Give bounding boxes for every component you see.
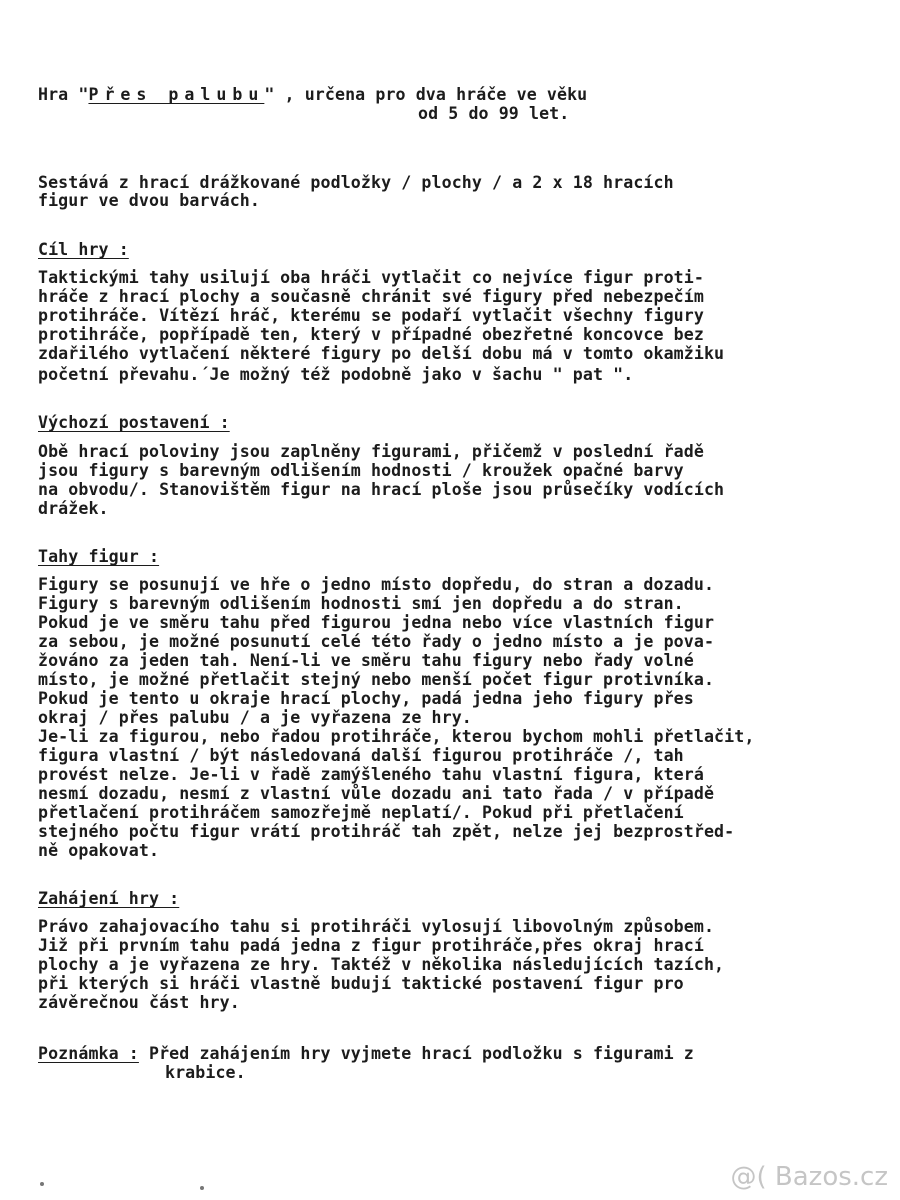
paragraph-line: Již při prvním tahu padá jedna z figur protihráče,přes okraj hrací bbox=[38, 936, 704, 955]
section-heading-zahajeni: Zahájení hry : bbox=[38, 889, 180, 908]
note-line bbox=[38, 1045, 694, 1063]
title-suffix: " , určena pro dva hráče ve věku bbox=[264, 85, 588, 104]
paragraph-line: jsou figury s barevným odlišením hodnosti / kroužek opačné barvy bbox=[38, 461, 684, 480]
paragraph-line: zdařilého vytlačení některé figury po delší dobu má v tomto okamžiku bbox=[38, 344, 725, 363]
paragraph-line: na obvodu/. Stanovištěm figur na hrací ploše jsou průsečíky vodících bbox=[38, 480, 725, 499]
paragraph-line: Právo zahajovacího tahu si protihráči vylosují libovolným způsobem. bbox=[38, 917, 715, 936]
paragraph-line: plochy a je vyřazena ze hry. Taktéž v několika následujících tazích, bbox=[38, 955, 725, 974]
scan-speck bbox=[40, 1182, 44, 1186]
paragraph-line: nesmí dozadu, nesmí z vlastní vůle dozadu ani tato řada / v případě bbox=[38, 784, 715, 803]
paragraph-line: za sebou, je možné posunutí celé této řady o jedno místo a je pova- bbox=[38, 632, 715, 651]
paragraph-line: Je-li za figurou, nebo řadou protihráče, kterou bychom mohli přetlačit, bbox=[38, 727, 755, 746]
section-heading-cil: Cíl hry : bbox=[38, 240, 129, 259]
paragraph-line: figura vlastní / být následovaná další figurou protihráče /, tah bbox=[38, 746, 684, 765]
watermark-logo: @( Bazos.cz bbox=[730, 1162, 888, 1192]
section-heading-poznamka: Poznámka : bbox=[38, 1044, 139, 1063]
paragraph-line: žováno za jeden tah. Není-li ve směru tahu figury nebo řady volné bbox=[38, 651, 694, 670]
intro-line: figur ve dvou barvách. bbox=[38, 191, 260, 210]
section-heading-vychozi: Výchozí postavení : bbox=[38, 413, 230, 432]
paragraph-line: protihráče. Vítězí hráč, kterému se podaří vytlačit všechny figury bbox=[38, 306, 704, 325]
title-prefix: Hra " bbox=[38, 85, 89, 104]
paragraph-line: ně opakovat. bbox=[38, 841, 160, 860]
age-line: od 5 do 99 let. bbox=[418, 104, 570, 123]
paragraph-line: hráče z hrací plochy a současně chránit své figury před nebezpečím bbox=[38, 287, 704, 306]
paragraph-line: stejného počtu figur vrátí protihráč tah zpět, nelze jej bezprostřed- bbox=[38, 822, 735, 841]
paragraph-line: Figury se posunují ve hře o jedno místo dopředu, do stran a dozadu. bbox=[38, 575, 715, 594]
title-line bbox=[38, 86, 587, 104]
paragraph-line: krabice. bbox=[165, 1063, 246, 1082]
paragraph-line: protihráče, popřípadě ten, který v případné obezřetné koncovce bez bbox=[38, 325, 704, 344]
paragraph-line: okraj / přes palubu / a je vyřazena ze hry. bbox=[38, 708, 472, 727]
note-text: Před zahájením hry vyjmete hrací podložku s figurami z bbox=[138, 1044, 694, 1063]
paragraph-line: přetlačení protihráčem samozřejmě neplatí/. Pokud při přetlačení bbox=[38, 803, 684, 822]
paragraph-line: závěrečnou část hry. bbox=[38, 993, 240, 1012]
section-heading-tahy: Tahy figur : bbox=[38, 547, 160, 566]
paragraph-line: místo, je možné přetlačit stejný nebo menší počet figur protivníka. bbox=[38, 670, 715, 689]
paragraph-line: početní převahu.´Je možný též podobně jako v šachu " pat ". bbox=[38, 365, 634, 384]
paragraph-line: Obě hrací poloviny jsou zaplněny figurami, přičemž v poslední řadě bbox=[38, 442, 704, 461]
paragraph-line: provést nelze. Je-li v řadě zamýšleného tahu vlastní figura, která bbox=[38, 765, 704, 784]
paragraph-line: Taktickými tahy usilují oba hráči vytlačit co nejvíce figur proti- bbox=[38, 268, 704, 287]
game-name: Přes palubu bbox=[88, 85, 265, 104]
paragraph-line: drážek. bbox=[38, 499, 109, 518]
paragraph-line: Figury s barevným odlišením hodnosti smí jen dopředu a do stran. bbox=[38, 594, 684, 613]
paragraph-line: při kterých si hráči vlastně budují taktické postavení figur pro bbox=[38, 974, 684, 993]
paragraph-line: Pokud je tento u okraje hrací plochy, padá jedna jeho figury přes bbox=[38, 689, 694, 708]
intro-line: Sestává z hrací drážkované podložky / plochy / a 2 x 18 hracích bbox=[38, 173, 674, 192]
paragraph-line: Pokud je ve směru tahu před figurou jedna nebo více vlastních figur bbox=[38, 613, 715, 632]
scan-speck bbox=[200, 1186, 204, 1190]
